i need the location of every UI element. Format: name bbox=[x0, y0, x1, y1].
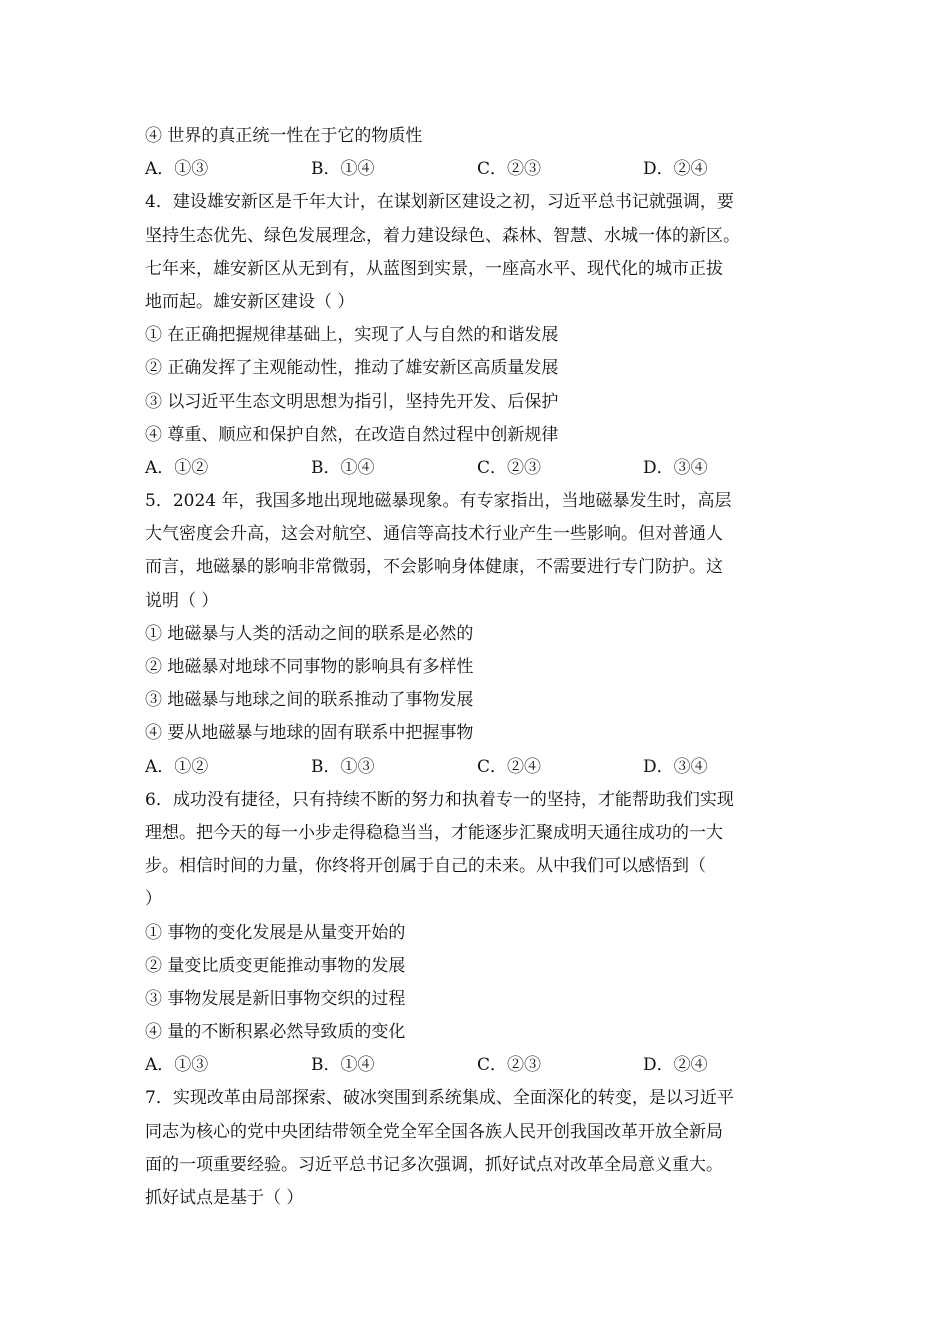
q4-stem-line: 4．建设雄安新区是千年大计，在谋划新区建设之初，习近平总书记就强调，要 bbox=[145, 192, 734, 213]
q5-options bbox=[145, 751, 813, 784]
q6-statement-4: ④ 量的不断积累必然导致质的变化 bbox=[145, 1022, 406, 1043]
q6-stem-line: 步。相信时间的力量，你终将开创属于自己的未来。从中我们可以感悟到（ bbox=[145, 856, 706, 877]
q6-option-d[interactable]: D．②④ bbox=[643, 1055, 708, 1076]
q6-stem-line: 理想。把今天的每一小步走得稳稳当当，才能逐步汇聚成明天通往成功的一大 bbox=[145, 822, 723, 843]
q4-option-b[interactable]: B．①④ bbox=[311, 457, 375, 478]
q3-options bbox=[145, 153, 813, 186]
q7-stem-line: 7．实现改革由局部探索、破冰突围到系统集成、全面深化的转变，是以习近平 bbox=[145, 1088, 734, 1109]
q5-statement-3: ③ 地磁暴与地球之间的联系推动了事物发展 bbox=[145, 690, 474, 711]
q7-stem-line: 面的一项重要经验。习近平总书记多次强调，抓好试点对改革全局意义重大。 bbox=[145, 1154, 723, 1175]
q4-option-c[interactable]: C．②③ bbox=[477, 457, 542, 478]
q6-option-a[interactable]: A．①③ bbox=[145, 1055, 209, 1076]
q5-stem-line: 大气密度会升高，这会对航空、通信等高技术行业产生一些影响。但对普通人 bbox=[145, 524, 723, 545]
question-list bbox=[145, 120, 813, 1215]
q5-option-b[interactable]: B．①③ bbox=[311, 756, 375, 777]
q4-statement-3: ③ 以习近平生态文明思想为指引，坚持先开发、后保护 bbox=[145, 391, 559, 412]
q3-option-c[interactable]: C．②③ bbox=[477, 159, 542, 180]
q5-option-d[interactable]: D．③④ bbox=[643, 756, 708, 777]
q5-stem-line: 而言，地磁暴的影响非常微弱，不会影响身体健康，不需要进行专门防护。这 bbox=[145, 557, 723, 578]
q4-statement-1: ① 在正确把握规律基础上，实现了人与自然的和谐发展 bbox=[145, 325, 559, 346]
q3-option-d[interactable]: D．②④ bbox=[643, 159, 708, 180]
q3-option-b[interactable]: B．①④ bbox=[311, 159, 375, 180]
q4-option-a[interactable]: A．①② bbox=[145, 457, 209, 478]
q5-stem-line: 说明（ ） bbox=[145, 590, 219, 611]
q4-stem-line: 地而起。雄安新区建设（ ） bbox=[145, 291, 355, 312]
q7-stem-line: 同志为核心的党中央团结带领全党全军全国各族人民开创我国改革开放全新局 bbox=[145, 1121, 723, 1142]
q7-stem-line: 抓好试点是基于（ ） bbox=[145, 1188, 304, 1208]
q5-option-c[interactable]: C．②④ bbox=[477, 756, 542, 777]
q4-option-d[interactable]: D．③④ bbox=[643, 457, 708, 478]
q5-statement-2: ② 地磁暴对地球不同事物的影响具有多样性 bbox=[145, 657, 474, 677]
q6-options bbox=[145, 1049, 813, 1082]
q6-statement-3: ③ 事物发展是新旧事物交织的过程 bbox=[145, 988, 406, 1009]
q6-statement-1: ① 事物的变化发展是从量变开始的 bbox=[145, 922, 406, 943]
q4-stem-line: 七年来，雄安新区从无到有，从蓝图到实景，一座高水平、现代化的城市正拔 bbox=[145, 258, 723, 279]
q4-statement-2: ② 正确发挥了主观能动性，推动了雄安新区高质量发展 bbox=[145, 358, 559, 379]
q5-statement-4: ④ 要从地磁暴与地球的固有联系中把握事物 bbox=[145, 723, 474, 744]
q6-statement-2: ② 量变比质变更能推动事物的发展 bbox=[145, 955, 406, 976]
q3-statement-4: ④ 世界的真正统一性在于它的物质性 bbox=[145, 126, 423, 146]
q4-options bbox=[145, 452, 813, 485]
q5-statement-1: ① 地磁暴与人类的活动之间的联系是必然的 bbox=[145, 623, 474, 644]
q4-statement-4: ④ 尊重、顺应和保护自然，在改造自然过程中创新规律 bbox=[145, 424, 559, 445]
q5-stem-line: 5．2024 年，我国多地出现地磁暴现象。有专家指出，当地磁暴发生时，高层 bbox=[145, 491, 732, 512]
q4-stem-line: 坚持生态优先、绿色发展理念，着力建设绿色、森林、智慧、水城一体的新区。 bbox=[145, 225, 740, 246]
q6-option-c[interactable]: C．②③ bbox=[477, 1055, 542, 1076]
q5-option-a[interactable]: A．①② bbox=[145, 756, 209, 777]
q6-stem-line: ） bbox=[145, 889, 162, 910]
q6-stem-line: 6．成功没有捷径，只有持续不断的努力和执着专一的坚持，才能帮助我们实现 bbox=[145, 789, 734, 810]
q3-option-a[interactable]: A．①③ bbox=[145, 159, 209, 180]
q6-option-b[interactable]: B．①④ bbox=[311, 1055, 375, 1076]
